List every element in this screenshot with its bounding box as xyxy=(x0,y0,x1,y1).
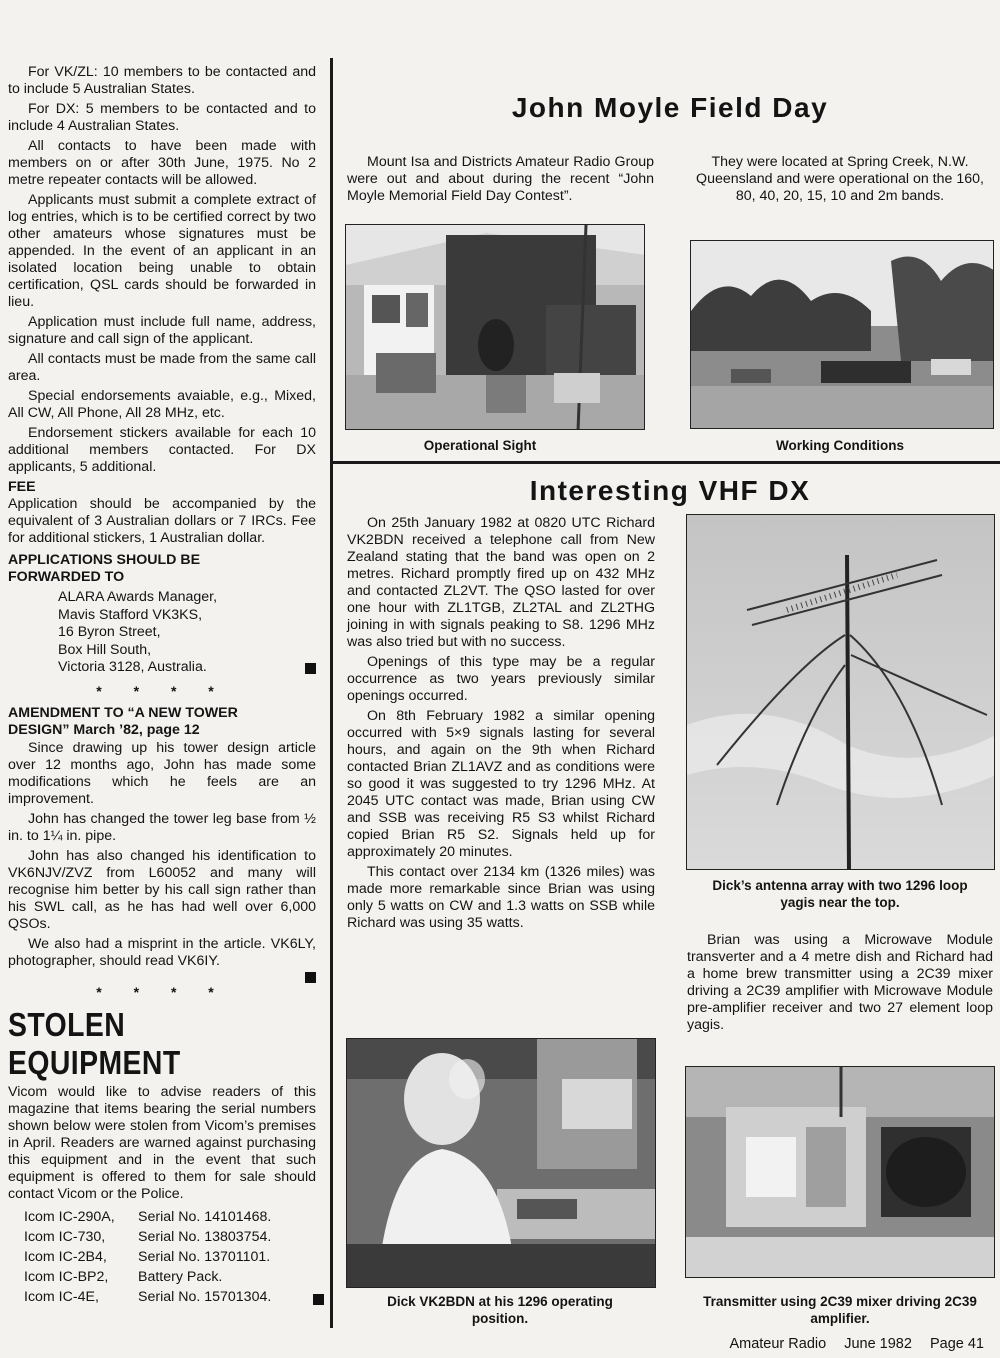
address-line: 16 Byron Street, xyxy=(58,624,161,640)
vhf-dx-title: Interesting VHF DX xyxy=(529,475,811,506)
operational-sight-image xyxy=(346,225,645,430)
address-line: Victoria 3128, Australia. xyxy=(58,659,207,675)
serial-number: Serial No. 13803754. xyxy=(138,1228,272,1245)
page-number: Page 41 xyxy=(929,1336,984,1352)
magazine-name: Amateur Radio xyxy=(729,1336,827,1352)
amendment-heading-line1: AMENDMENT TO “A NEW TOWER xyxy=(8,704,238,721)
antenna-caption-line1: Dick’s antenna array with two 1296 loop xyxy=(712,878,968,893)
serial-row xyxy=(24,1227,316,1247)
section-separator: * * * * xyxy=(96,983,228,1000)
application-rule: Application must include full name, address, signature and call sign of the applicant. xyxy=(8,314,316,347)
serial-number: Battery Pack. xyxy=(138,1268,223,1285)
transmitter-photo xyxy=(685,1066,995,1278)
amendment-paragraph: We also had a misprint in the article. VK6LY, photographer, should read VK6IY. xyxy=(8,935,316,969)
field-day-intro: Mount Isa and Districts Amateur Radio Group were out and about during the recent “John Moyle Memorial Field Day Contest”. xyxy=(347,154,654,204)
antenna-caption-line2: yagis near the top. xyxy=(780,895,900,910)
antenna-image xyxy=(687,515,995,870)
fee-heading: FEE xyxy=(8,479,36,495)
transmitter-caption xyxy=(680,1293,1000,1327)
working-conditions-caption: Working Conditions xyxy=(776,438,904,453)
serial-row xyxy=(24,1287,316,1307)
serial-model: Icom IC-730, xyxy=(24,1228,106,1245)
serial-row xyxy=(24,1267,316,1287)
vhf-paragraph: On 8th February 1982 a similar opening occurred with 5×9 signals lasting for several hours, and again on the 9th when Richard contacted Brian ZL1AVZ and as conditions were so good it was suggested to try 1296 MHz. At 2045 UTC contact was made, Brian using CW and SSB was receiving R5 S3 whilst Richard copied Brian R5 S2. Signals held up for approximately 20 minutes. xyxy=(347,708,655,860)
section-divider xyxy=(333,461,1000,464)
vhf-equipment-paragraph: Brian was using a Microwave Module transverter and a 4 metre dish and Richard had a home brew transmitter using a 2C39 mixer driving a 2C39 amplifier with Microwave Module pre-amplifier receiver and two 27 element loop yagis. xyxy=(687,932,993,1033)
amendment-paragraph: John has also changed his identification to VK6NJV/ZVZ from L60052 and many will recognise him better by his call sign rather than his SWL call, as he has had well over 6,000 QSOs. xyxy=(8,847,316,932)
antenna-caption xyxy=(680,877,1000,911)
dx-rule: For DX: 5 members to be contacted and to include 4 Australian States. xyxy=(8,101,316,134)
serial-model: Icom IC-2B4, xyxy=(24,1248,107,1265)
operating-position-image xyxy=(347,1039,656,1288)
serial-row xyxy=(24,1247,316,1267)
serial-model: Icom IC-290A, xyxy=(24,1208,115,1225)
serial-model: Icom IC-4E, xyxy=(24,1288,99,1305)
end-mark-row xyxy=(8,970,316,982)
operational-sight-caption: Operational Sight xyxy=(423,438,537,453)
fee-text: Application should be accompanied by the equivalent of 3 Australian dollars or 7 IRCs. Fee for additional stickers, 1 Australian dollar. xyxy=(8,496,316,546)
log-rule: Applicants must submit a complete extract of log entries, which is to be certified correct by two other amateurs whose signatures must be appended. In the event of an applicant in an isolated location being unable to obtain certification, QSL cards should be forwarded in lieu. xyxy=(8,192,316,310)
endorsements-rule: Special endorsements avaiable, e.g., Mixed, All CW, All Phone, All 28 MHz, etc. xyxy=(8,388,316,421)
vhf-paragraph: On 25th January 1982 at 0820 UTC Richard VK2BDN received a telephone call from New Zealand stating that the band was open on 2 metres. Richard promptly fired up on 432 MHz and contacted ZL2VT. The QSO lasted for over one hour with ZL1TGB, ZL2TAL and ZL2THG joining in with signals peaking to S8. 1296 MHz was also tried but with no success. xyxy=(347,515,655,650)
field-day-text-right xyxy=(687,154,993,208)
field-day-title: John Moyle Field Day xyxy=(511,92,829,123)
amendment-paragraph: Since drawing up his tower design article over 12 months ago, John has made some modifications which he feels are an improvement. xyxy=(8,739,316,807)
applications-heading-line2: FORWARDED TO xyxy=(8,569,125,585)
call-area-rule: All contacts must be made from the same call area. xyxy=(8,351,316,384)
address-line: Box Hill South, xyxy=(58,641,152,658)
serial-number: Serial No. 14101468. xyxy=(138,1208,272,1225)
vkzl-rule: For VK/ZL: 10 members to be contacted and to include 5 Australian States. xyxy=(8,64,316,97)
serial-row xyxy=(24,1207,316,1227)
vhf-dx-body-right xyxy=(687,932,993,1037)
stickers-rule: Endorsement stickers available for each 10 additional members contacted. For DX applicants, 5 additional. xyxy=(8,425,316,475)
operating-position-caption-line2: position. xyxy=(471,1311,529,1326)
vhf-paragraph: Openings of this type may be a regular occurrence as two years previously similar openings occurred. xyxy=(347,654,655,704)
stolen-equipment-text: Vicom would like to advise readers of this magazine that items bearing the serial numbers shown below were stolen from Vicom’s premises in April. Readers are warned against purchasing this equipment and in the event that such equipment is offered to them for sale should contact Vicom or the Police. xyxy=(8,1083,316,1202)
end-mark xyxy=(313,1294,324,1305)
address-line: Mavis Stafford VK3KS, xyxy=(58,606,203,623)
contact-date-rule: All contacts to have been made with members on or after 30th June, 1975. No 2 metre repeater contacts will be allowed. xyxy=(8,138,316,188)
issue-date: June 1982 xyxy=(844,1336,912,1352)
vhf-dx-body xyxy=(347,515,655,935)
antenna-photo xyxy=(686,514,995,870)
amendment-heading-line2: DESIGN” March ’82, page 12 xyxy=(8,721,200,738)
column-divider xyxy=(330,58,333,1328)
serial-list xyxy=(8,1207,316,1307)
stolen-equipment-title: STOLEN EQUIPMENT xyxy=(8,1005,181,1081)
vhf-paragraph: This contact over 2134 km (1326 miles) was made more remarkable since Brian was using only 5 watts on CW and 1.3 watts on SSB while Richard was using 35 watts. xyxy=(347,864,655,931)
applications-heading-line1: APPLICATIONS SHOULD BE xyxy=(8,552,201,568)
field-day-location: They were located at Spring Creek, N.W. Queensland and were operational on the 160, 80, 40, 20, 15, 10 and 2m bands. xyxy=(696,154,984,204)
operating-position-photo xyxy=(346,1038,656,1288)
serial-model: Icom IC-BP2, xyxy=(24,1268,109,1285)
left-column xyxy=(8,64,316,1307)
mailing-address xyxy=(8,589,316,677)
field-day-text-left xyxy=(347,154,654,208)
operational-sight-photo xyxy=(345,224,645,430)
address-line-last xyxy=(58,659,316,677)
page-footer xyxy=(729,1336,984,1352)
serial-number: Serial No. 13701101. xyxy=(138,1248,271,1265)
transmitter-caption-line1: Transmitter using 2C39 mixer driving 2C39 xyxy=(703,1294,977,1309)
serial-number: Serial No. 15701304. xyxy=(138,1288,272,1305)
address-line: ALARA Awards Manager, xyxy=(58,589,218,605)
transmitter-caption-line2: amplifier. xyxy=(810,1311,870,1326)
end-mark xyxy=(305,972,316,983)
working-conditions-image xyxy=(691,241,994,429)
amendment-paragraph: John has changed the tower leg base from ½ in. to 1¼ in. pipe. xyxy=(8,810,316,844)
working-conditions-photo xyxy=(690,240,994,429)
section-separator: * * * * xyxy=(96,682,228,699)
operating-position-caption-line1: Dick VK2BDN at his 1296 operating xyxy=(387,1294,613,1309)
transmitter-image xyxy=(686,1067,995,1278)
operating-position-caption xyxy=(340,1293,660,1327)
end-mark xyxy=(305,663,316,674)
